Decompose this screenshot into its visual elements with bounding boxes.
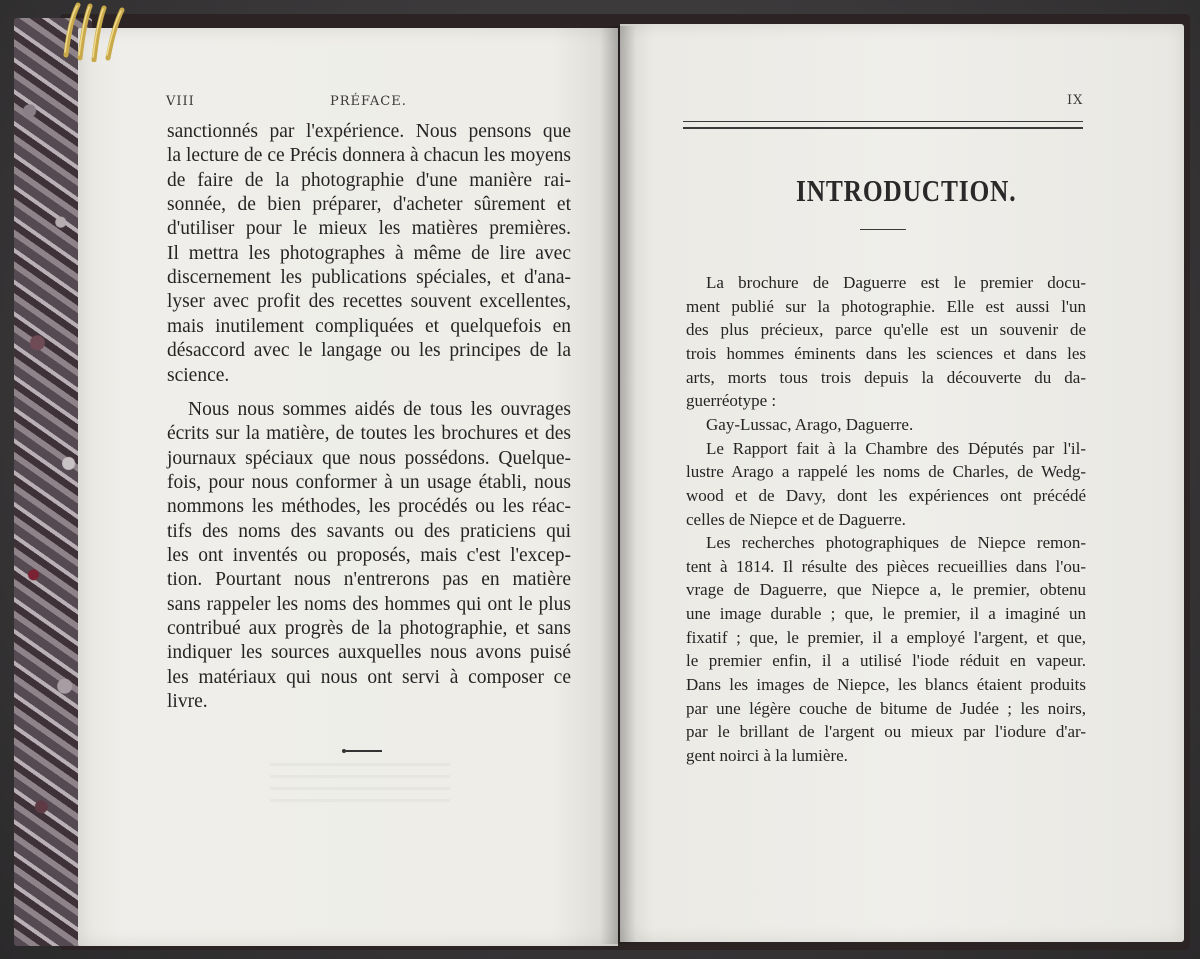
right-text-line: lustre Arago a rappelé les noms de Charles, de Wedg- bbox=[686, 462, 1086, 482]
left-text-line: indiquer les sources auxquelles nous avons puisé bbox=[167, 642, 571, 664]
show-through-text bbox=[270, 762, 450, 802]
left-text-line: lyser avec profit des recettes souvent excellentes, bbox=[167, 291, 571, 313]
right-text-line: le premier enfin, il a utilisé l'iode réduit en vapeur. bbox=[686, 651, 1086, 671]
right-text-line: vrage de Daguerre, que Niepce a, le premier, obtenu bbox=[686, 580, 1086, 600]
left-text-line: sans rappeler les noms des hommes qui ont le plus bbox=[167, 593, 571, 615]
left-text-line: livre. bbox=[167, 691, 208, 713]
left-running-head: PRÉFACE. bbox=[330, 94, 407, 109]
left-text-line: écrits sur la matière, de toutes les brochures et des bbox=[167, 423, 571, 445]
end-ornament bbox=[346, 750, 382, 752]
chapter-title: INTRODUCTION. bbox=[796, 173, 1017, 208]
right-text-line: wood et de Davy, dont les expériences ont précédé bbox=[686, 485, 1086, 505]
title-short-rule bbox=[860, 229, 906, 230]
left-text-line: tion. Pourtant nous n'entrerons pas en matière bbox=[167, 569, 571, 591]
left-text-line: science. bbox=[167, 364, 230, 386]
right-text-line: celles de Niepce et de Daguerre. bbox=[686, 509, 906, 529]
left-text-line: fois, pour nous conformer à un usage établi, nous bbox=[167, 471, 571, 493]
left-text-line: Nous nous sommes aidés de tous les ouvrages bbox=[188, 398, 571, 420]
right-text-line: Gay-Lussac, Arago, Daguerre. bbox=[706, 414, 914, 434]
right-page-number: IX bbox=[1067, 93, 1084, 108]
left-text-line: la lecture de ce Précis donnera à chacun les moyens bbox=[167, 145, 571, 167]
right-text-line: une image durable ; que, le premier, il a imaginé un bbox=[686, 604, 1086, 624]
header-double-rule bbox=[683, 121, 1083, 129]
right-text-line: des plus précieux, parce qu'elle est un souvenir de bbox=[686, 320, 1086, 340]
right-text-line: La brochure de Daguerre est le premier docu- bbox=[706, 273, 1086, 292]
right-text-line: tent à 1814. Il résulte des pièces recueillies dans l'ou- bbox=[686, 556, 1086, 576]
right-text-line: Dans les images de Niepce, les blancs étaient produits bbox=[686, 675, 1086, 695]
left-text-line: contribué aux progrès de la photographie, et sans bbox=[167, 618, 571, 639]
right-text-line: fixatif ; que, le premier, il a employé l'argent, et que, bbox=[686, 627, 1086, 647]
left-text-line: journaux spéciaux que nous possédons. Quelque- bbox=[167, 447, 571, 469]
left-text-line: discernement les publications spéciales, et d'ana- bbox=[167, 267, 571, 289]
left-text-line: de faire de la photographie d'une manière rai- bbox=[167, 169, 571, 191]
right-text-line: guerréotype : bbox=[686, 391, 777, 411]
left-text-line: d'utiliser pour le mieux les matières premières. bbox=[167, 218, 571, 240]
right-text-line: Les recherches photographiques de Niepce remon- bbox=[706, 533, 1086, 553]
left-text-line: nommons les méthodes, les procédés ou les réac- bbox=[167, 496, 571, 518]
left-text-line: tifs des noms des savants ou des praticiens qui bbox=[167, 520, 571, 542]
right-text-line: par une légère couche de bitume de Judée ; les noirs, bbox=[686, 698, 1086, 718]
left-text-line: Il mettra les photographes à même de lire avec bbox=[167, 242, 571, 264]
right-text-line: Le Rapport fait à la Chambre des Députés par l'il- bbox=[706, 438, 1086, 458]
left-text-line: désaccord avec le langage ou les principes de la bbox=[167, 340, 571, 362]
right-text-line: arts, morts tous trois depuis la découverte du da- bbox=[686, 367, 1086, 387]
right-text-line: ment publié sur la photographie. Elle est aussi l'un bbox=[686, 296, 1086, 316]
metal-clip-icon bbox=[56, 0, 136, 62]
right-text-line: gent noirci à la lumière. bbox=[686, 746, 848, 765]
left-text-line: sonnée, de bien préparer, d'acheter sûrement et bbox=[167, 194, 571, 216]
right-text-line: par le brillant de l'argent ou mieux par l'iodure d'ar- bbox=[686, 722, 1086, 742]
left-text-line: les ont inventés ou proposés, mais c'est l'excep- bbox=[167, 544, 571, 566]
book-gutter bbox=[600, 26, 636, 944]
right-text-line: trois hommes éminents dans les sciences et dans les bbox=[686, 343, 1086, 363]
left-text-line: sanctionnés par l'expérience. Nous pensons que bbox=[167, 121, 571, 142]
left-text-line: les matériaux qui nous ont servi à composer ce bbox=[167, 666, 571, 688]
left-text-line: mais inutilement compliquées et quelquefois en bbox=[167, 315, 571, 337]
left-page-number: VIII bbox=[166, 94, 195, 109]
